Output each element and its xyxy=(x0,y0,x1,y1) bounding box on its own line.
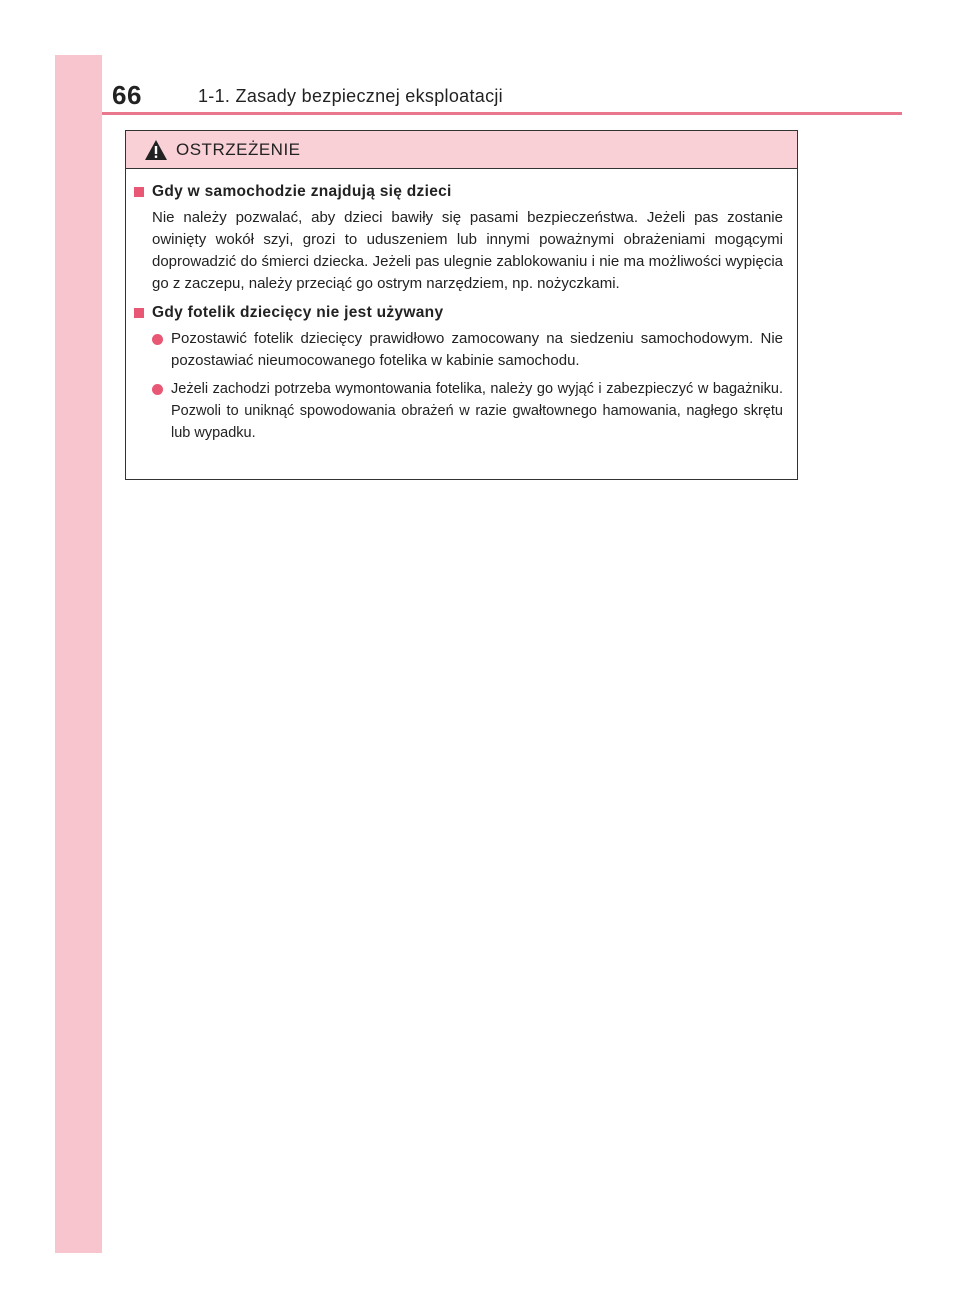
section-heading-text: Gdy w samochodzie znajdują się dzieci xyxy=(152,183,452,200)
section-heading-text: Gdy fotelik dziecięcy nie jest używany xyxy=(152,304,444,321)
warning-title: OSTRZEŻENIE xyxy=(176,139,301,159)
round-bullet-icon xyxy=(152,334,163,345)
warning-header xyxy=(126,131,797,169)
square-bullet-icon xyxy=(134,187,144,197)
side-color-band xyxy=(55,55,102,1253)
section-heading xyxy=(134,183,783,201)
warning-triangle-icon xyxy=(144,139,168,161)
warning-body xyxy=(126,169,797,444)
list-item xyxy=(152,378,783,444)
section-heading xyxy=(134,304,783,322)
list-item xyxy=(152,328,783,372)
header-rule xyxy=(102,112,902,115)
page-number: 66 xyxy=(112,80,142,110)
section-title: 1-1. Zasady bezpiecznej eksploatacji xyxy=(198,86,503,106)
square-bullet-icon xyxy=(134,308,144,318)
warning-box xyxy=(125,130,798,480)
round-bullet-icon xyxy=(152,384,163,395)
section-paragraph: Nie należy pozwalać, aby dzieci bawiły się pasami bezpieczeństwa. Jeżeli pas zostanie owinięty wokół szyi, grozi to uduszeniem lub innymi poważnymi obrażeniami mogącymi doprowadzić do śmierci dziecka. Jeżeli pas ulegnie zablokowaniu i nie ma możliwości wypięcia go z zaczepu, należy przeciąć go ostrym narzędziem, np. nożyczkami. xyxy=(152,209,783,292)
list-item-text: Pozostawić fotelik dziecięcy prawidłowo zamocowany na siedzeniu samochodowym. Nie pozostawiać nieumocowanego fotelika w kabinie samochodu. xyxy=(171,330,783,369)
list-item-text: Jeżeli zachodzi potrzeba wymontowania fotelika, należy go wyjąć i zabezpieczyć w bagażniku. Pozwoli to uniknąć spowodowania obrażeń w razie gwałtownego hamowania, nagłego skrętu lub wypadku. xyxy=(171,381,783,441)
